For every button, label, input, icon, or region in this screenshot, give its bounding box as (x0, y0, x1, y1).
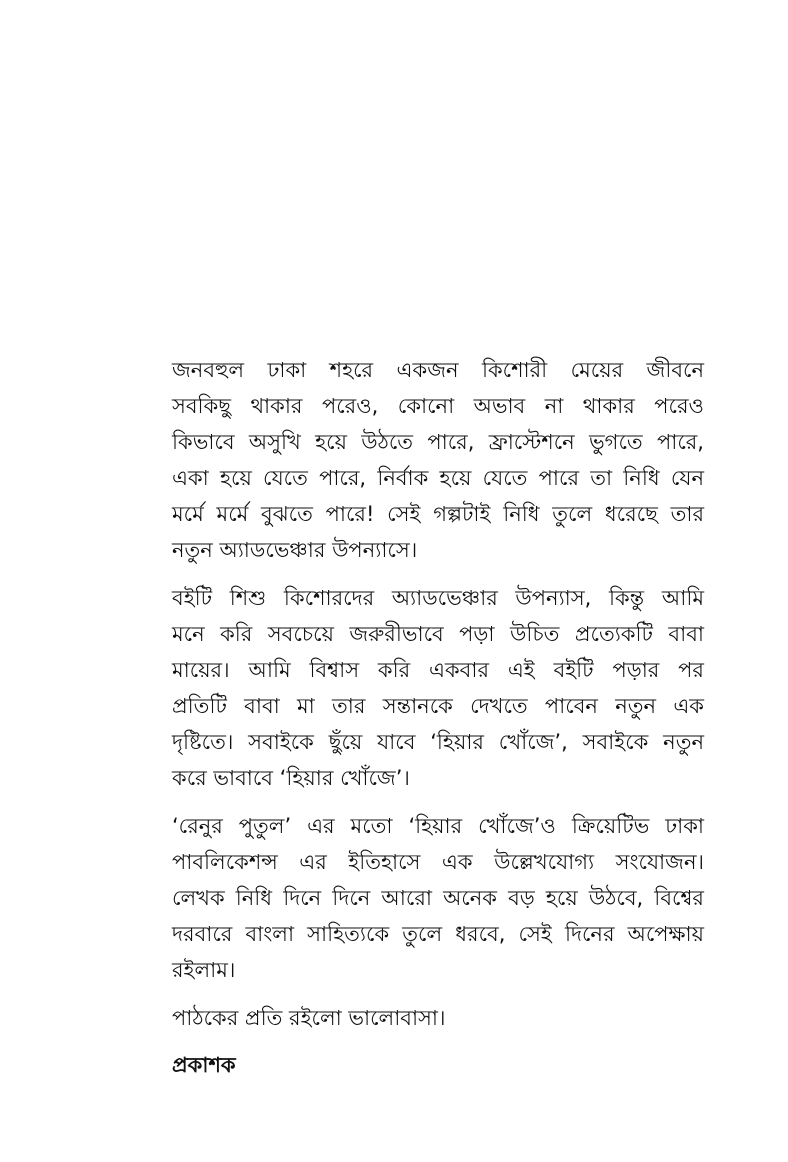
text-line: সবকিছু থাকার পরেও, কোনো অভাব না থাকার পরেও (172, 394, 704, 418)
publisher-signature: প্রকাশক (172, 1053, 236, 1077)
text-line: মনে করি সবচেয়ে জরুরীভাবে পড়া উচিত প্রত্যেকটি বাবা (172, 622, 704, 646)
text-line: পাবলিকেশন্স এর ইতিহাসে এক উল্লেখযোগ্য সংযোজন। (172, 850, 704, 874)
text-line: লেখক নিধি দিনে দিনে আরো অনেক বড় হয়ে উঠবে, বিশ্বের (172, 886, 704, 910)
text-line: নতুন অ্যাডভেঞ্চার উপন্যাসে। (172, 538, 418, 562)
text-line: মায়ের। আমি বিশ্বাস করি একবার এই বইটি পড়ার পর (172, 658, 704, 682)
paragraph-4 (172, 1000, 704, 1036)
text-line: বইটি শিশু কিশোরদের অ্যাডভেঞ্চার উপন্যাস, কিন্তু আমি (172, 586, 704, 610)
text-line: ‘রেনুর পুতুল’ এর মতো ‘হিয়ার খোঁজে’ও ক্রিয়েটিভ ঢাকা (172, 814, 704, 838)
preface-text (172, 352, 704, 1048)
text-line: প্রতিটি বাবা মা তার সন্তানকে দেখতে পাবেন নতুন এক (172, 694, 704, 718)
text-line: কিভাবে অসুখি হয়ে উঠতে পারে, ফ্রাস্টেশনে ভুগতে পারে, (172, 430, 704, 454)
paragraph-1 (172, 352, 704, 568)
text-line: করে ভাবাবে ‘হিয়ার খোঁজে’। (172, 766, 410, 790)
paragraph-3 (172, 808, 704, 988)
text-line: দরবারে বাংলা সাহিত্যকে তুলে ধরবে, সেই দিনের অপেক্ষায় (172, 922, 704, 946)
text-line: জনবহুল ঢাকা শহরে একজন কিশোরী মেয়ের জীবনে (172, 358, 704, 382)
text-line: পাঠকের প্রতি রইলো ভালোবাসা। (172, 1006, 446, 1030)
text-line: একা হয়ে যেতে পারে, নির্বাক হয়ে যেতে পারে তা নিধি যেন (172, 466, 704, 490)
text-line: রইলাম। (172, 958, 236, 982)
paragraph-2 (172, 580, 704, 796)
text-line: মর্মে মর্মে বুঝতে পারে! সেই গল্পটাই নিধি তুলে ধরেছে তার (172, 502, 704, 526)
text-line: দৃষ্টিতে। সবাইকে ছুঁয়ে যাবে ‘হিয়ার খোঁজে’, সবাইকে নতুন (172, 730, 704, 754)
